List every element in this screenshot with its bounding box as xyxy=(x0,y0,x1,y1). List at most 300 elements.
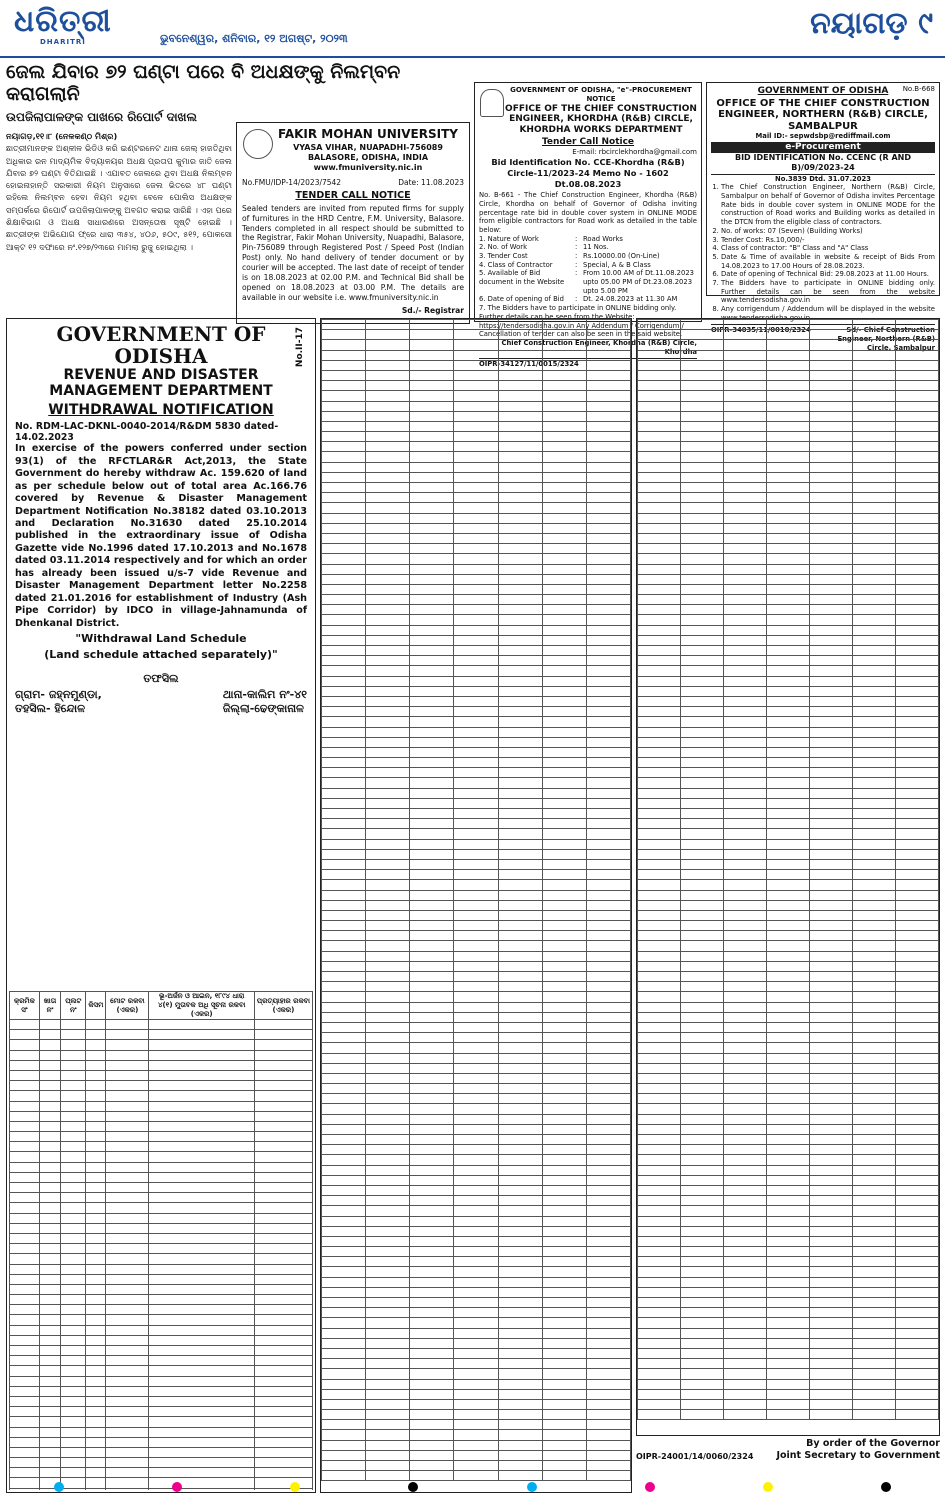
table-row xyxy=(322,1226,631,1236)
table-row xyxy=(10,1152,313,1162)
table-cell xyxy=(10,1121,40,1131)
table-cell xyxy=(896,686,939,696)
table-cell xyxy=(498,870,542,880)
table-cell xyxy=(366,1084,410,1094)
khordha-item-colon: : xyxy=(575,243,578,252)
table-cell xyxy=(724,1236,767,1246)
table-row xyxy=(10,1040,313,1050)
table-cell xyxy=(810,686,853,696)
masthead xyxy=(0,0,945,58)
table-cell xyxy=(767,1267,810,1277)
table-row xyxy=(638,605,939,615)
table-cell xyxy=(366,605,410,615)
table-cell xyxy=(454,1430,498,1440)
table-row xyxy=(638,1206,939,1216)
table-cell xyxy=(542,870,586,880)
table-row xyxy=(638,1257,939,1267)
table-cell xyxy=(724,1410,767,1420)
table-cell xyxy=(810,972,853,982)
table-cell xyxy=(853,1175,896,1185)
table-cell xyxy=(638,320,681,330)
table-row xyxy=(638,666,939,676)
table-cell xyxy=(724,1226,767,1236)
table-cell xyxy=(454,523,498,533)
table-cell xyxy=(638,635,681,645)
table-cell xyxy=(810,533,853,543)
table-cell xyxy=(10,1264,40,1274)
table-cell xyxy=(498,829,542,839)
table-cell xyxy=(366,727,410,737)
table-row xyxy=(322,1430,631,1440)
table-cell xyxy=(498,564,542,574)
table-row xyxy=(638,1063,939,1073)
table-cell xyxy=(853,1369,896,1379)
table-cell xyxy=(542,747,586,757)
table-row xyxy=(322,472,631,482)
table-cell xyxy=(322,839,366,849)
table-cell xyxy=(410,1022,454,1032)
table-cell xyxy=(638,595,681,605)
table-cell xyxy=(498,1073,542,1083)
table-cell xyxy=(454,1185,498,1195)
table-cell xyxy=(586,1287,630,1297)
table-row xyxy=(638,421,939,431)
table-cell xyxy=(586,625,630,635)
table-row xyxy=(322,1338,631,1348)
table-cell xyxy=(410,778,454,788)
table-cell xyxy=(86,1407,106,1417)
table-cell xyxy=(681,972,724,982)
table-cell xyxy=(810,961,853,971)
table-cell xyxy=(61,1213,86,1223)
table-row xyxy=(322,1328,631,1338)
schedule-column-3 xyxy=(636,318,940,1436)
table-cell xyxy=(767,961,810,971)
table-cell xyxy=(39,1142,60,1152)
schedule-table-3 xyxy=(637,319,939,1420)
table-cell xyxy=(322,584,366,594)
table-cell xyxy=(681,656,724,666)
table-row xyxy=(322,1063,631,1073)
table-cell xyxy=(542,1318,586,1328)
table-cell xyxy=(767,747,810,757)
table-cell xyxy=(454,1175,498,1185)
table-row xyxy=(638,951,939,961)
table-cell xyxy=(724,819,767,829)
table-cell xyxy=(638,910,681,920)
table-cell xyxy=(366,544,410,554)
table-cell xyxy=(853,513,896,523)
table-cell xyxy=(322,696,366,706)
table-cell xyxy=(810,1348,853,1358)
table-cell xyxy=(896,432,939,442)
table-cell xyxy=(454,1094,498,1104)
table-row xyxy=(10,1132,313,1142)
table-cell xyxy=(724,880,767,890)
table-cell xyxy=(810,625,853,635)
table-cell xyxy=(498,1359,542,1369)
table-cell xyxy=(454,1440,498,1450)
table-cell xyxy=(896,564,939,574)
table-cell xyxy=(810,707,853,717)
table-cell xyxy=(853,758,896,768)
table-cell xyxy=(853,330,896,340)
table-cell xyxy=(724,859,767,869)
table-cell xyxy=(586,798,630,808)
table-row xyxy=(638,1308,939,1318)
table-cell xyxy=(366,483,410,493)
table-cell xyxy=(681,421,724,431)
table-cell xyxy=(254,1407,312,1417)
table-cell xyxy=(853,1063,896,1073)
table-cell xyxy=(853,462,896,472)
table-cell xyxy=(586,483,630,493)
table-row xyxy=(322,758,631,768)
table-cell xyxy=(681,635,724,645)
table-cell xyxy=(542,615,586,625)
table-cell xyxy=(724,686,767,696)
table-cell xyxy=(896,513,939,523)
table-cell xyxy=(853,870,896,880)
table-cell xyxy=(542,1328,586,1338)
table-cell xyxy=(767,1155,810,1165)
table-row xyxy=(638,972,939,982)
table-cell xyxy=(586,717,630,727)
table-cell xyxy=(454,503,498,513)
table-row xyxy=(322,951,631,961)
table-cell xyxy=(149,1407,254,1417)
table-cell xyxy=(542,432,586,442)
table-cell xyxy=(853,625,896,635)
table-cell xyxy=(454,696,498,706)
table-cell xyxy=(366,381,410,391)
table-cell xyxy=(366,1216,410,1226)
table-cell xyxy=(638,1063,681,1073)
table-cell xyxy=(410,564,454,574)
table-cell xyxy=(638,1084,681,1094)
table-cell xyxy=(896,849,939,859)
table-cell xyxy=(896,1369,939,1379)
table-row xyxy=(10,1254,313,1264)
table-cell xyxy=(724,1175,767,1185)
table-cell xyxy=(853,574,896,584)
table-cell xyxy=(10,1233,40,1243)
table-cell xyxy=(586,870,630,880)
table-cell xyxy=(542,1022,586,1032)
table-row xyxy=(10,1172,313,1182)
table-row xyxy=(10,1091,313,1101)
table-cell xyxy=(410,472,454,482)
table-cell xyxy=(542,340,586,350)
table-cell xyxy=(896,1145,939,1155)
table-cell xyxy=(681,1216,724,1226)
table-cell xyxy=(498,992,542,1002)
table-cell xyxy=(896,921,939,931)
table-cell xyxy=(853,1002,896,1012)
table-cell xyxy=(681,1124,724,1134)
table-cell xyxy=(410,880,454,890)
sambalpur-oipr: OIPR-34035/11/0010/2324 xyxy=(711,326,811,335)
table-cell xyxy=(542,320,586,330)
table-row xyxy=(10,1315,313,1325)
table-cell xyxy=(454,768,498,778)
table-cell xyxy=(498,931,542,941)
table-cell xyxy=(810,544,853,554)
table-cell xyxy=(61,1132,86,1142)
table-cell xyxy=(542,798,586,808)
table-cell xyxy=(366,330,410,340)
table-cell xyxy=(454,1348,498,1358)
news-headline: ଜେଲ ଯିବାର ୭୨ ଘଣ୍ଟା ପରେ ବି ଅଧକ୍ଷଙ୍କୁ ନିଲମ୍ବନ କରାଗଲାନି xyxy=(6,61,401,105)
table-cell xyxy=(149,1284,254,1294)
table-cell xyxy=(542,574,586,584)
table-row xyxy=(10,1295,313,1305)
table-row xyxy=(638,747,939,757)
table-cell xyxy=(853,1247,896,1257)
table-cell xyxy=(767,1328,810,1338)
table-row xyxy=(638,401,939,411)
table-cell xyxy=(498,411,542,421)
table-cell xyxy=(410,707,454,717)
table-cell xyxy=(586,442,630,452)
table-cell xyxy=(454,1196,498,1206)
table-cell xyxy=(322,1084,366,1094)
table-cell xyxy=(681,574,724,584)
table-cell xyxy=(810,1247,853,1257)
table-cell xyxy=(322,849,366,859)
table-cell xyxy=(681,1206,724,1216)
table-cell xyxy=(542,992,586,1002)
table-cell xyxy=(106,1366,149,1376)
table-cell xyxy=(810,1145,853,1155)
table-row xyxy=(10,1284,313,1294)
table-cell xyxy=(767,982,810,992)
table-cell xyxy=(454,1124,498,1134)
table-cell xyxy=(810,1073,853,1083)
table-row xyxy=(322,1053,631,1063)
table-cell xyxy=(542,1226,586,1236)
table-cell xyxy=(254,1376,312,1386)
table-cell xyxy=(366,1094,410,1104)
schedule-column-header: ପ୍ରତ୍ୟାହାର ରକବା (ଏକର) xyxy=(254,992,312,1020)
table-cell xyxy=(498,788,542,798)
table-cell xyxy=(366,370,410,380)
table-cell xyxy=(767,1073,810,1083)
table-cell xyxy=(10,1407,40,1417)
table-cell xyxy=(454,442,498,452)
schedule-village: ଗ୍ରାମ- ଜହ୍ନମୁଣ୍ଡା, xyxy=(15,687,102,701)
table-cell xyxy=(454,1073,498,1083)
table-cell xyxy=(638,1145,681,1155)
table-cell xyxy=(410,513,454,523)
table-cell xyxy=(724,391,767,401)
table-cell xyxy=(498,1308,542,1318)
table-cell xyxy=(586,778,630,788)
table-cell xyxy=(366,1257,410,1267)
table-row xyxy=(638,921,939,931)
news-subhead: ଉପଜିଲାପାଳଙ୍କ ପାଖରେ ରିପୋର୍ଟ ଦାଖଲ xyxy=(6,109,197,124)
table-cell xyxy=(896,1135,939,1145)
table-row xyxy=(638,737,939,747)
table-cell xyxy=(724,625,767,635)
table-row xyxy=(10,1356,313,1366)
table-cell xyxy=(810,1216,853,1226)
table-row xyxy=(638,432,939,442)
table-cell xyxy=(10,1203,40,1213)
table-cell xyxy=(724,493,767,503)
table-cell xyxy=(810,320,853,330)
table-cell xyxy=(410,1073,454,1083)
table-cell xyxy=(322,472,366,482)
table-cell xyxy=(254,1458,312,1468)
table-cell xyxy=(896,1410,939,1420)
table-row xyxy=(322,1185,631,1195)
table-cell xyxy=(681,523,724,533)
table-cell xyxy=(586,1399,630,1409)
schedule-column-header: ଭୂ-ଅର୍ଜନ ଓ ଆଇନ, ୧୮୯୪ ଧାରା ୪(୧) ମୁତାବକ ଅଧି ସୂଚନା ରକବା (ଏକର) xyxy=(149,992,254,1020)
table-cell xyxy=(586,523,630,533)
table-cell xyxy=(724,1022,767,1032)
table-cell xyxy=(681,758,724,768)
table-cell xyxy=(61,1325,86,1335)
table-cell xyxy=(454,1399,498,1409)
table-cell xyxy=(810,1185,853,1195)
table-cell xyxy=(322,809,366,819)
table-cell xyxy=(896,442,939,452)
table-cell xyxy=(61,1305,86,1315)
table-cell xyxy=(638,839,681,849)
table-cell xyxy=(853,1308,896,1318)
table-cell xyxy=(39,1203,60,1213)
table-cell xyxy=(498,1155,542,1165)
table-cell xyxy=(638,1033,681,1043)
table-cell xyxy=(366,1073,410,1083)
table-row xyxy=(10,1458,313,1468)
table-cell xyxy=(366,320,410,330)
table-cell xyxy=(638,432,681,442)
table-cell xyxy=(454,554,498,564)
table-cell xyxy=(498,1226,542,1236)
table-cell xyxy=(454,1389,498,1399)
table-cell xyxy=(586,707,630,717)
table-cell xyxy=(454,727,498,737)
table-cell xyxy=(410,381,454,391)
table-cell xyxy=(638,452,681,462)
khordha-item xyxy=(479,243,697,252)
table-cell xyxy=(586,1461,630,1471)
table-cell xyxy=(106,1081,149,1091)
table-cell xyxy=(498,1175,542,1185)
table-cell xyxy=(366,1298,410,1308)
table-cell xyxy=(638,859,681,869)
table-cell xyxy=(767,1369,810,1379)
table-cell xyxy=(853,401,896,411)
table-row xyxy=(322,747,631,757)
table-cell xyxy=(638,605,681,615)
table-cell xyxy=(767,503,810,513)
table-cell xyxy=(322,676,366,686)
table-row xyxy=(638,340,939,350)
sambalpur-item: 3. Tender Cost: Rs.10,000/- xyxy=(721,236,935,245)
table-cell xyxy=(681,595,724,605)
table-cell xyxy=(10,1142,40,1152)
table-cell xyxy=(454,972,498,982)
table-cell xyxy=(638,1206,681,1216)
table-cell xyxy=(724,503,767,513)
table-cell xyxy=(61,1101,86,1111)
table-cell xyxy=(366,574,410,584)
table-cell xyxy=(366,778,410,788)
table-cell xyxy=(724,890,767,900)
table-cell xyxy=(810,360,853,370)
table-cell xyxy=(767,1257,810,1267)
table-cell xyxy=(586,1257,630,1267)
table-cell xyxy=(853,1216,896,1226)
table-cell xyxy=(767,1022,810,1032)
table-cell xyxy=(454,401,498,411)
table-cell xyxy=(767,1012,810,1022)
table-cell xyxy=(681,788,724,798)
table-cell xyxy=(498,462,542,472)
table-cell xyxy=(638,768,681,778)
table-cell xyxy=(586,758,630,768)
table-row xyxy=(638,472,939,482)
fmu-ref-number: No.FMU/IDP-14/2023/7542 xyxy=(242,177,342,187)
table-cell xyxy=(542,1359,586,1369)
table-cell xyxy=(810,554,853,564)
table-cell xyxy=(724,605,767,615)
table-cell xyxy=(322,1165,366,1175)
table-cell xyxy=(853,992,896,1002)
table-cell xyxy=(86,1447,106,1457)
table-cell xyxy=(586,666,630,676)
schedule-table-1 xyxy=(9,991,313,1490)
table-cell xyxy=(586,890,630,900)
table-cell xyxy=(366,798,410,808)
table-cell xyxy=(724,992,767,1002)
table-cell xyxy=(586,564,630,574)
khordha-oipr-number: OIPR-34127/11/0015/2324 xyxy=(479,360,579,369)
table-cell xyxy=(767,1084,810,1094)
table-cell xyxy=(853,1399,896,1409)
table-cell xyxy=(586,1063,630,1073)
table-cell xyxy=(454,584,498,594)
table-cell xyxy=(724,656,767,666)
table-cell xyxy=(896,1165,939,1175)
table-cell xyxy=(542,961,586,971)
table-cell xyxy=(810,1135,853,1145)
table-cell xyxy=(896,910,939,920)
table-cell xyxy=(39,1162,60,1172)
table-cell xyxy=(724,483,767,493)
table-cell xyxy=(896,625,939,635)
table-cell xyxy=(254,1152,312,1162)
table-cell xyxy=(254,1142,312,1152)
table-cell xyxy=(853,910,896,920)
table-cell xyxy=(454,961,498,971)
table-row xyxy=(638,1022,939,1032)
table-cell xyxy=(810,839,853,849)
table-cell xyxy=(542,656,586,666)
table-cell xyxy=(724,320,767,330)
table-cell xyxy=(366,1155,410,1165)
table-cell xyxy=(322,727,366,737)
table-cell xyxy=(853,360,896,370)
table-cell xyxy=(366,350,410,360)
table-cell xyxy=(254,1020,312,1030)
table-cell xyxy=(498,472,542,482)
table-cell xyxy=(39,1335,60,1345)
